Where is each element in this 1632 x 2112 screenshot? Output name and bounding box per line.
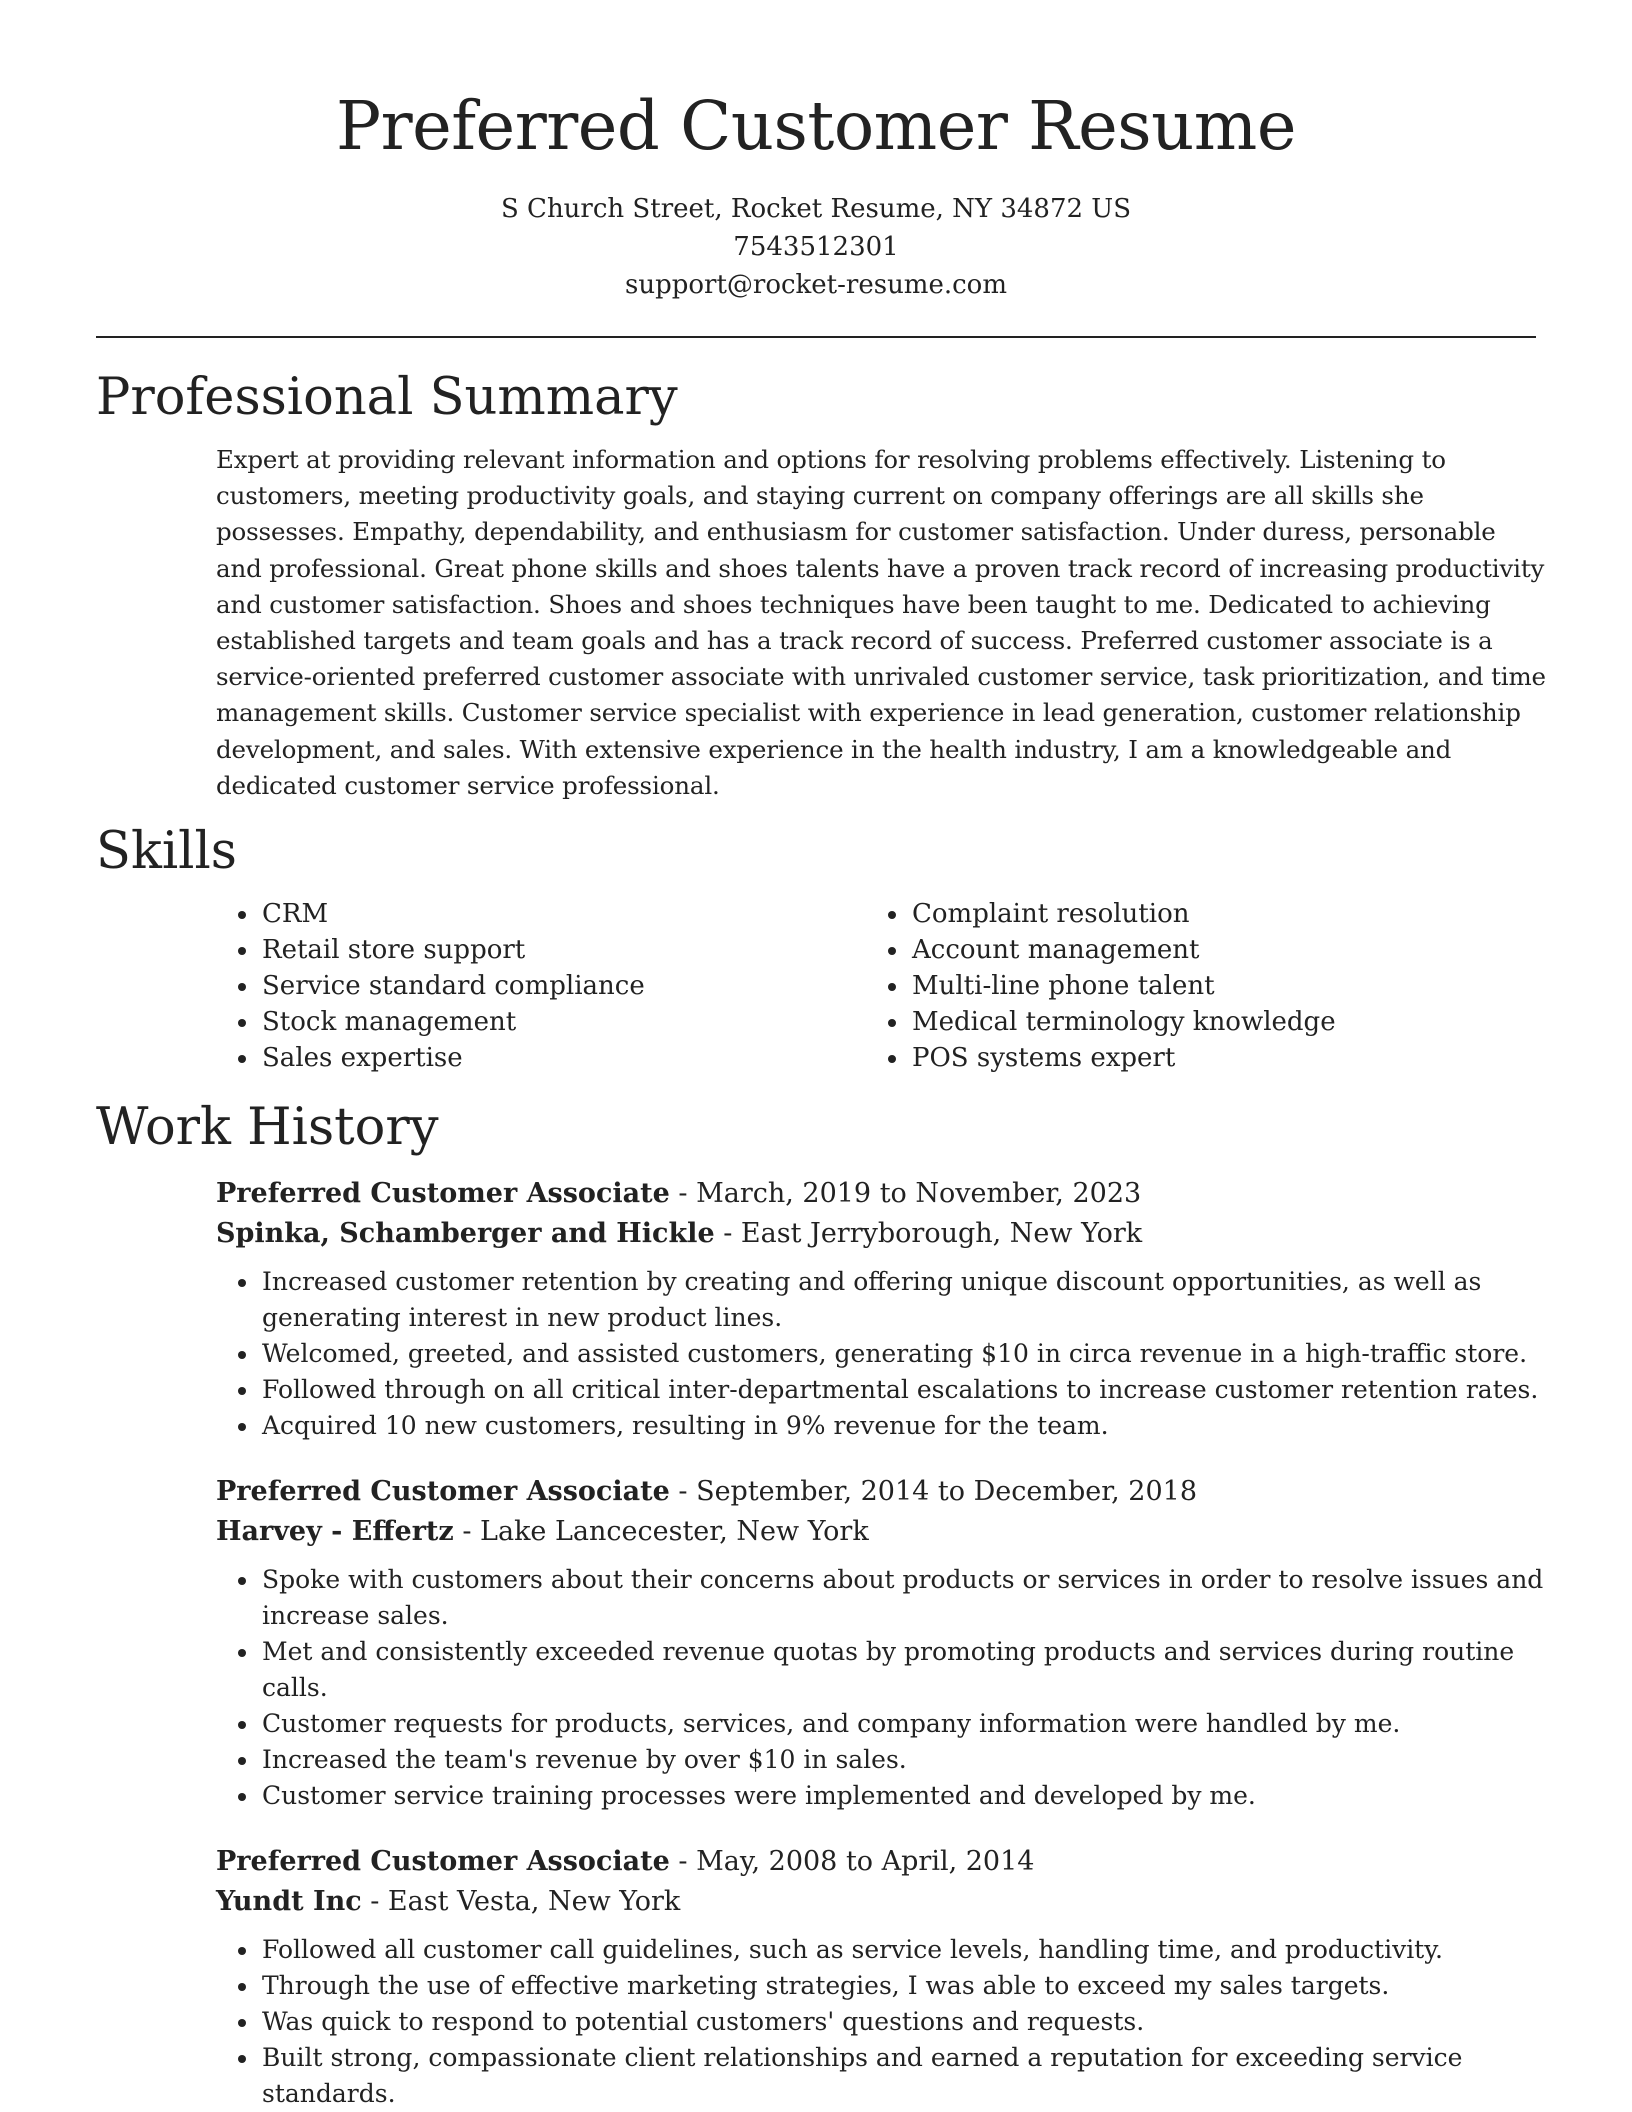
skill-item: • Sales expertise [260,1040,866,1076]
address: S Church Street, Rocket Resume, NY 34872 US [500,194,1132,224]
job-bullets [216,1932,1550,2112]
job-bullet: • Customer service training processes were implemented and developed by me. [260,1778,1550,1814]
job-bullets [216,1562,1550,1814]
skill-item: • Service standard compliance [260,968,866,1004]
job-company: Spinka, Schamberger and Hickle [216,1218,715,1250]
job-dates: - March, 2019 to November, 2023 [669,1178,1142,1210]
job-bullet: • Followed through on all critical inter-departmental escalations to increase customer retention rates. [260,1372,1550,1408]
skills-list [216,896,1536,1076]
job-entry [216,1174,1539,1444]
job-title-line [216,1842,1536,1882]
skills-heading: Skills [96,822,237,882]
job-company: Yundt Inc [216,1886,362,1918]
job-bullet: • Built strong, compassionate client relationships and earned a reputation for exceeding service standards. [260,2040,1550,2112]
phone: 7543512301 [733,232,899,262]
job-location: - East Jerryborough, New York [714,1218,1143,1250]
job-entry [216,1472,1544,1814]
skill-item: • Stock management [260,1004,866,1040]
job-location: - East Vesta, New York [361,1886,681,1918]
job-dates: - September, 2014 to December, 2018 [669,1476,1198,1508]
job-bullet: • Met and consistently exceeded revenue quotas by promoting products and services during routine calls. [260,1634,1550,1706]
job-location: - Lake Lancecester, New York [453,1516,869,1548]
contact-info [96,190,1536,304]
skill-item: • POS systems expert [910,1040,1516,1076]
job-bullet: • Increased the team's revenue by over $10 in sales. [260,1742,1550,1778]
job-company-line [216,1882,1536,1922]
job-company-line [216,1214,1536,1254]
skills-column-right [866,896,1516,1076]
job-title: Preferred Customer Associate [216,1178,670,1210]
job-company: Harvey - Effertz [216,1516,454,1548]
job-bullet: • Acquired 10 new customers, resulting in 9% revenue for the team. [260,1408,1550,1444]
resume-header [96,0,1536,304]
job-dates: - May, 2008 to April, 2014 [669,1846,1035,1878]
job-entry [216,1842,1536,2112]
skill-item: • Account management [910,932,1516,968]
job-bullet: • Was quick to respond to potential customers' questions and requests. [260,2004,1550,2040]
skill-item: • Multi-line phone talent [910,968,1516,1004]
skill-item: • Medical terminology knowledge [910,1004,1516,1040]
job-bullet: • Welcomed, greeted, and assisted customers, generating $10 in circa revenue in a high-traffic store. [260,1336,1550,1372]
job-bullet: • Spoke with customers about their concerns about products or services in order to resolve issues and increase sales. [260,1562,1550,1634]
email: support@rocket-resume.com [624,270,1007,300]
job-bullet: • Customer requests for products, services, and company information were handled by me. [260,1706,1550,1742]
skill-item: • Complaint resolution [910,896,1516,932]
job-title: Preferred Customer Associate [216,1476,670,1508]
job-bullet: • Increased customer retention by creating and offering unique discount opportunities, as well as generating interest in new product lines. [260,1264,1550,1336]
skills-column-left [216,896,866,1076]
header-divider [96,336,1536,338]
job-bullet: • Followed all customer call guidelines, such as service levels, handling time, and productivity. [260,1932,1550,1968]
resume-page [96,0,1546,2112]
job-title-line [216,1472,1536,1512]
work-history-heading: Work History [96,1098,439,1158]
job-company-line [216,1512,1536,1552]
summary-heading: Professional Summary [96,368,678,427]
job-bullet: • Through the use of effective marketing strategies, I was able to exceed my sales targets. [260,1968,1550,2004]
skill-item: • Retail store support [260,932,866,968]
job-bullets [216,1264,1550,1444]
skill-item: • CRM [260,896,866,932]
job-title-line [216,1174,1536,1214]
resume-title: Preferred Customer Resume [336,87,1296,165]
job-title: Preferred Customer Associate [216,1846,670,1878]
summary-text: Expert at providing relevant information and options for resolving problems effectively. Listening to customers, meeting productivity goals, and staying current on company offerings are all skills she possesses. Empathy, dependability, and enthusiasm for customer satisfaction. Under duress, personable and professional. Great phone skills and shoes talents have a proven track record of increasing productivity and customer satisfaction. Shoes and shoes techniques have been taught to me. Dedicated to achieving established targets and team goals and has a track record of success. Preferred customer associate is a service-oriented preferred customer associate with unrivaled customer service, task prioritization, and time management skills. Customer service specialist with experience in lead generation, customer relationship development, and sales. With extensive experience in the health industry, I am a knowledgeable and dedicated customer service professional. [216,445,1546,800]
